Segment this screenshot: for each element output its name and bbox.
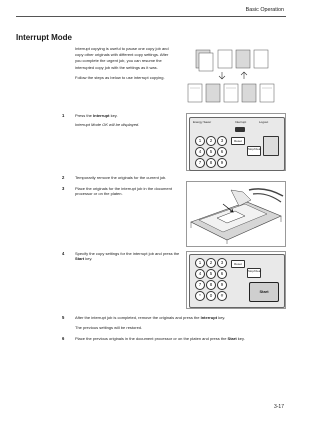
step-1-note: Interrupt Mode OK will be displayed. <box>75 122 140 127</box>
step-text-pre: After the interrupt job is completed, remove the originals and press the <box>75 315 201 320</box>
keypad-key[interactable]: 4 <box>195 269 205 279</box>
interrupt-label: Interrupt <box>235 120 247 124</box>
step-text-post: key. <box>236 336 245 341</box>
interrupt-key-highlight[interactable] <box>235 127 245 132</box>
stop-clear-label: Stop/Clear <box>248 147 262 151</box>
step-number: 3 <box>62 186 65 191</box>
step-4-text <box>75 251 183 262</box>
keypad-key[interactable]: 1 <box>195 258 205 268</box>
logout-label: Logout <box>259 120 269 124</box>
keypad-key[interactable]: 2 <box>206 136 216 146</box>
step-text-post: key. <box>109 113 118 118</box>
energy-saver-label: Energy Saver <box>193 120 212 124</box>
stop-clear-button[interactable] <box>247 146 261 156</box>
keypad-key[interactable]: 9 <box>217 158 227 168</box>
keypad-key[interactable]: 0 <box>206 291 216 301</box>
step-text-pre: Specify the copy settings for the interrupt job and press the <box>75 251 180 256</box>
step-number: 2 <box>62 175 65 180</box>
keypad-key[interactable]: 5 <box>206 147 216 157</box>
step-text-pre: Place the previous originals in the document processor or on the platen and press the <box>75 336 228 341</box>
keypad-key[interactable]: * <box>195 291 205 301</box>
step-text-post: key. <box>217 315 226 320</box>
intro-text <box>75 46 175 85</box>
step-3-text: Place the originals for the interrupt job in the document processor or on the platen. <box>75 186 172 197</box>
keypad-key[interactable]: 7 <box>195 158 205 168</box>
step-number: 6 <box>62 336 65 341</box>
keypad-key[interactable]: 8 <box>206 280 216 290</box>
keypad-key[interactable]: # <box>217 291 227 301</box>
reset-label: Reset <box>234 139 242 143</box>
step-text-pre: Press the <box>75 113 94 118</box>
document-processor-figure <box>186 181 286 247</box>
step-1-text <box>75 113 175 118</box>
control-panel-figure-2 <box>186 251 286 309</box>
header-rule <box>16 16 286 17</box>
keypad-key[interactable]: 8 <box>206 158 216 168</box>
start-label: Start <box>259 289 269 294</box>
keypad-key[interactable]: 6 <box>217 147 227 157</box>
intro-paragraph: Interrupt copying is useful to pause one copy job and copy other originals with different copy settings. After you complete the urgent job, you can resume the interrupted copy job with the settings as it was. <box>75 46 169 70</box>
step-text-post: key. <box>84 256 93 262</box>
step-5-note: The previous settings will be restored. <box>75 325 143 330</box>
key-name: Interrupt <box>200 315 218 320</box>
keypad-key[interactable]: 7 <box>195 280 205 290</box>
step-5-text <box>75 315 290 320</box>
reset-button[interactable] <box>231 137 245 145</box>
stop-clear-button[interactable] <box>247 268 261 278</box>
intro-paragraph: Follow the steps as below to use interrupt copying. <box>75 74 165 80</box>
keypad-key[interactable]: 4 <box>195 147 205 157</box>
interrupt-illustration <box>182 48 284 108</box>
keypad-key[interactable]: 9 <box>217 280 227 290</box>
step-2-text: Temporarily remove the originals for the current job. <box>75 175 167 180</box>
reset-button[interactable] <box>231 260 245 268</box>
keypad-key[interactable]: 6 <box>217 269 227 279</box>
keypad-key[interactable]: 1 <box>195 136 205 146</box>
start-button[interactable] <box>263 136 279 156</box>
control-panel-figure-1 <box>186 113 286 171</box>
step-6-text <box>75 336 290 341</box>
keypad-key[interactable]: 5 <box>206 269 216 279</box>
start-button[interactable] <box>249 282 279 302</box>
stop-clear-label: Stop/Clear <box>248 269 262 273</box>
panel-top-buttons <box>193 120 281 126</box>
page-number: 3-17 <box>273 404 284 410</box>
step-number: 1 <box>62 113 65 118</box>
step-number: 4 <box>62 251 65 256</box>
copy-stacks-diagram <box>182 48 284 108</box>
keypad-key[interactable]: 3 <box>217 258 227 268</box>
key-name: Start <box>75 256 85 262</box>
reset-label: Reset <box>234 262 242 266</box>
key-name: Start <box>227 336 237 341</box>
document-processor-illustration <box>187 182 285 246</box>
running-header: Basic Operation <box>245 7 284 13</box>
keypad-key[interactable]: 3 <box>217 136 227 146</box>
key-name: Interrupt <box>93 113 110 118</box>
section-title: Interrupt Mode <box>16 33 72 42</box>
keypad-key[interactable]: 2 <box>206 258 216 268</box>
step-number: 5 <box>62 315 65 320</box>
